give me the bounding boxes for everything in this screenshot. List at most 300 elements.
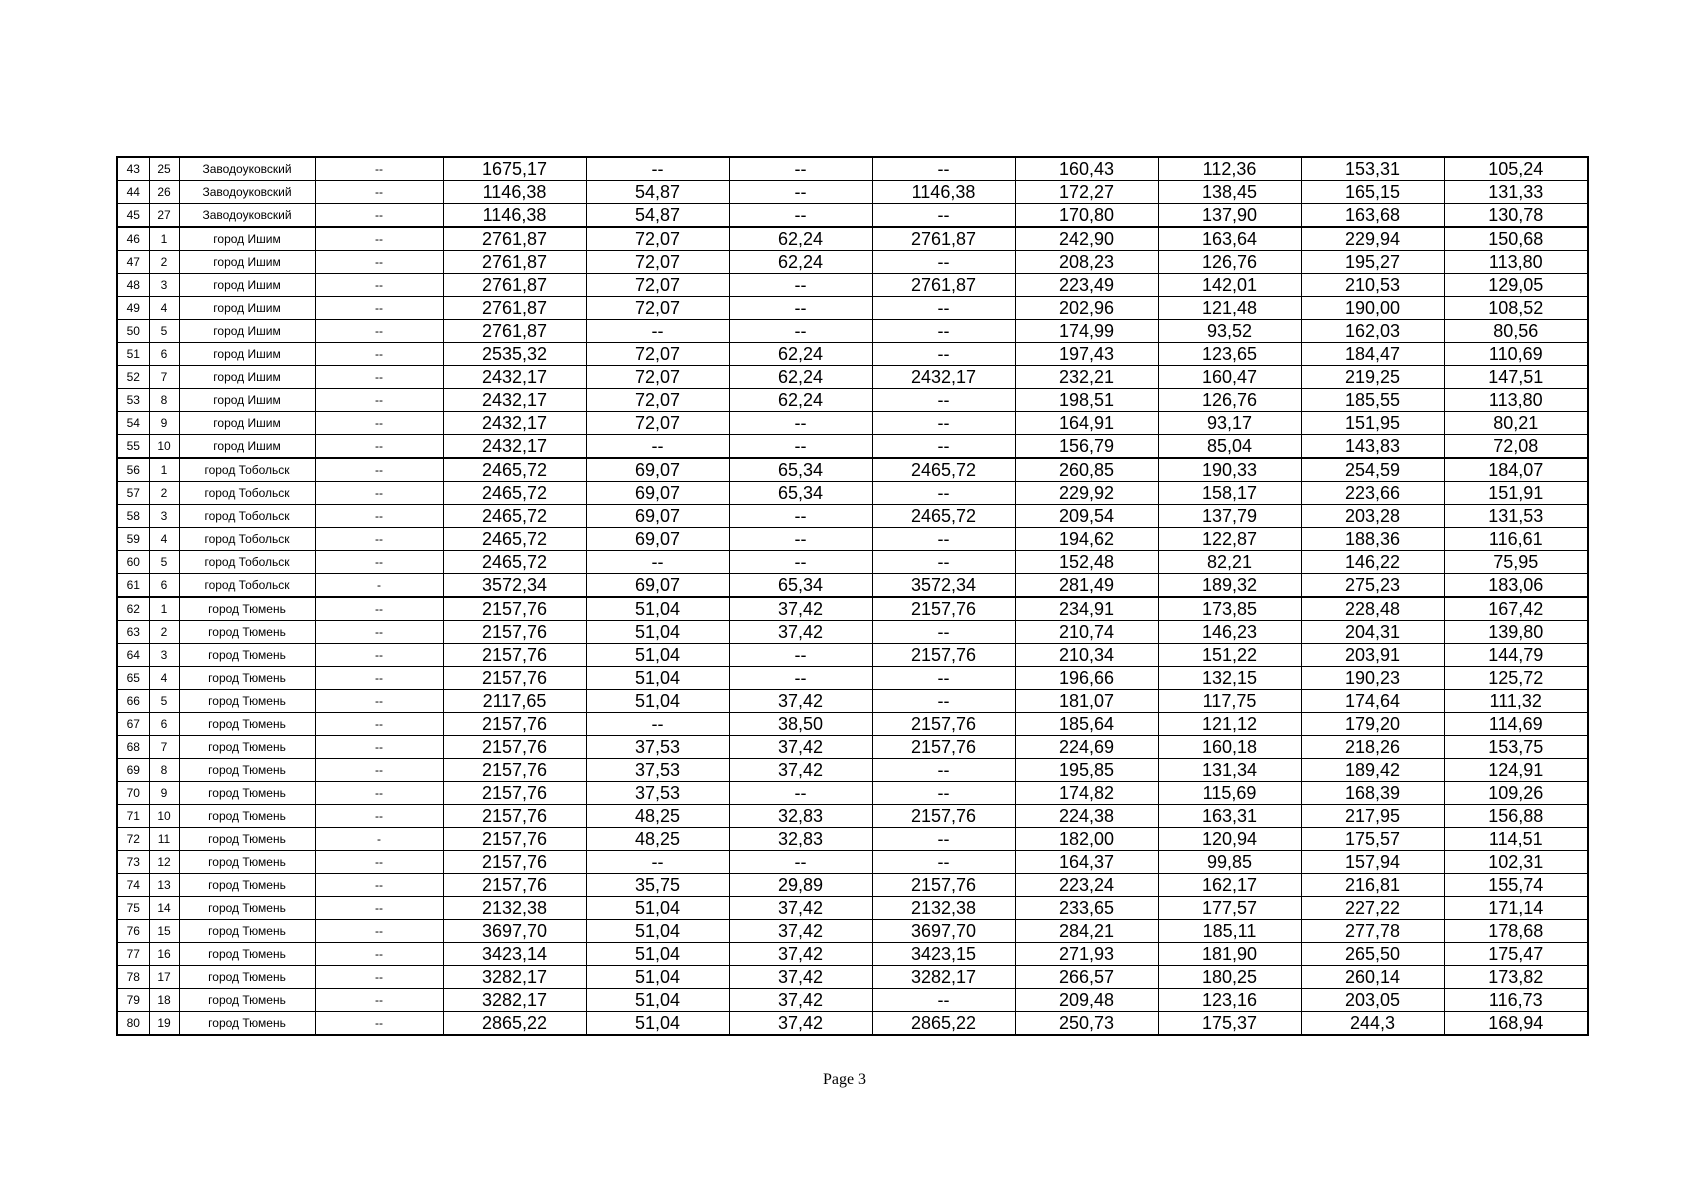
municipality-cell: город Ишим xyxy=(179,297,315,320)
value-cell: 210,74 xyxy=(1015,621,1158,644)
row-number-cell: 63 xyxy=(117,621,149,644)
flag-cell: -- xyxy=(315,874,443,897)
value-cell: -- xyxy=(872,482,1015,505)
value-cell: 185,11 xyxy=(1158,920,1301,943)
value-cell: 188,36 xyxy=(1301,528,1444,551)
value-cell: 175,37 xyxy=(1158,1012,1301,1036)
table-row xyxy=(117,759,1588,782)
flag-cell: -- xyxy=(315,343,443,366)
value-cell: 250,73 xyxy=(1015,1012,1158,1036)
flag-cell: -- xyxy=(315,320,443,343)
table-row xyxy=(117,690,1588,713)
value-cell: 2117,65 xyxy=(443,690,586,713)
municipality-cell: город Тюмень xyxy=(179,828,315,851)
value-cell: 51,04 xyxy=(586,989,729,1012)
value-cell: 164,91 xyxy=(1015,412,1158,435)
flag-cell: -- xyxy=(315,621,443,644)
value-cell: 228,48 xyxy=(1301,597,1444,621)
flag-cell: -- xyxy=(315,251,443,274)
row-number-cell: 74 xyxy=(117,874,149,897)
row-number-cell: 62 xyxy=(117,597,149,621)
value-cell: 51,04 xyxy=(586,597,729,621)
sub-number-cell: 17 xyxy=(149,966,179,989)
value-cell: 51,04 xyxy=(586,897,729,920)
flag-cell: -- xyxy=(315,389,443,412)
value-cell: -- xyxy=(586,551,729,574)
value-cell: 190,23 xyxy=(1301,667,1444,690)
sub-number-cell: 3 xyxy=(149,644,179,667)
sub-number-cell: 7 xyxy=(149,366,179,389)
value-cell: 181,90 xyxy=(1158,943,1301,966)
value-cell: 65,34 xyxy=(729,574,872,598)
flag-cell: -- xyxy=(315,920,443,943)
sub-number-cell: 2 xyxy=(149,251,179,274)
value-cell: 2157,76 xyxy=(872,713,1015,736)
value-cell: 3697,70 xyxy=(443,920,586,943)
flag-cell: -- xyxy=(315,482,443,505)
value-cell: 69,07 xyxy=(586,458,729,482)
value-cell: 173,85 xyxy=(1158,597,1301,621)
value-cell: 162,17 xyxy=(1158,874,1301,897)
value-cell: 179,20 xyxy=(1301,713,1444,736)
value-cell: 113,80 xyxy=(1444,389,1588,412)
value-cell: -- xyxy=(872,782,1015,805)
value-cell: -- xyxy=(729,274,872,297)
value-cell: 195,27 xyxy=(1301,251,1444,274)
value-cell: 2432,17 xyxy=(443,366,586,389)
row-number-cell: 68 xyxy=(117,736,149,759)
value-cell: 113,80 xyxy=(1444,251,1588,274)
value-cell: 37,53 xyxy=(586,782,729,805)
value-cell: -- xyxy=(872,251,1015,274)
value-cell: 156,79 xyxy=(1015,435,1158,459)
table-row xyxy=(117,897,1588,920)
value-cell: 69,07 xyxy=(586,528,729,551)
value-cell: 130,78 xyxy=(1444,204,1588,228)
municipality-cell: город Тюмень xyxy=(179,713,315,736)
value-cell: 2465,72 xyxy=(872,505,1015,528)
sub-number-cell: 9 xyxy=(149,782,179,805)
value-cell: 2761,87 xyxy=(872,274,1015,297)
value-cell: 168,39 xyxy=(1301,782,1444,805)
value-cell: -- xyxy=(729,297,872,320)
municipality-cell: Заводоуковский xyxy=(179,181,315,204)
sub-number-cell: 3 xyxy=(149,505,179,528)
value-cell: 189,32 xyxy=(1158,574,1301,598)
table-row xyxy=(117,943,1588,966)
value-cell: 111,32 xyxy=(1444,690,1588,713)
row-number-cell: 65 xyxy=(117,667,149,690)
value-cell: 72,07 xyxy=(586,227,729,251)
value-cell: 65,34 xyxy=(729,458,872,482)
municipality-cell: город Ишим xyxy=(179,320,315,343)
value-cell: 2157,76 xyxy=(443,759,586,782)
value-cell: -- xyxy=(586,320,729,343)
value-cell: 37,42 xyxy=(729,736,872,759)
value-cell: 157,94 xyxy=(1301,851,1444,874)
municipality-cell: Заводоуковский xyxy=(179,204,315,228)
value-cell: 137,90 xyxy=(1158,204,1301,228)
table-row xyxy=(117,597,1588,621)
value-cell: -- xyxy=(872,551,1015,574)
value-cell: 196,66 xyxy=(1015,667,1158,690)
flag-cell: -- xyxy=(315,782,443,805)
value-cell: -- xyxy=(872,989,1015,1012)
sub-number-cell: 1 xyxy=(149,597,179,621)
row-number-cell: 64 xyxy=(117,644,149,667)
tariff-table xyxy=(116,156,1589,1036)
value-cell: 2465,72 xyxy=(443,482,586,505)
row-number-cell: 79 xyxy=(117,989,149,1012)
value-cell: 153,31 xyxy=(1301,157,1444,181)
sub-number-cell: 10 xyxy=(149,435,179,459)
value-cell: 275,23 xyxy=(1301,574,1444,598)
value-cell: 109,26 xyxy=(1444,782,1588,805)
value-cell: 2465,72 xyxy=(443,458,586,482)
value-cell: -- xyxy=(872,759,1015,782)
table-row xyxy=(117,204,1588,228)
row-number-cell: 76 xyxy=(117,920,149,943)
value-cell: 117,75 xyxy=(1158,690,1301,713)
sub-number-cell: 26 xyxy=(149,181,179,204)
value-cell: 3423,15 xyxy=(872,943,1015,966)
municipality-cell: город Тюмень xyxy=(179,621,315,644)
row-number-cell: 71 xyxy=(117,805,149,828)
value-cell: 216,81 xyxy=(1301,874,1444,897)
value-cell: 37,42 xyxy=(729,759,872,782)
sub-number-cell: 4 xyxy=(149,667,179,690)
value-cell: 3697,70 xyxy=(872,920,1015,943)
value-cell: 227,22 xyxy=(1301,897,1444,920)
value-cell: 72,07 xyxy=(586,389,729,412)
municipality-cell: город Ишим xyxy=(179,251,315,274)
value-cell: 37,42 xyxy=(729,943,872,966)
value-cell: 152,48 xyxy=(1015,551,1158,574)
value-cell: 164,37 xyxy=(1015,851,1158,874)
flag-cell: -- xyxy=(315,943,443,966)
table-row xyxy=(117,644,1588,667)
value-cell: 108,52 xyxy=(1444,297,1588,320)
value-cell: 126,76 xyxy=(1158,251,1301,274)
municipality-cell: город Тюмень xyxy=(179,805,315,828)
row-number-cell: 58 xyxy=(117,505,149,528)
value-cell: 54,87 xyxy=(586,204,729,228)
value-cell: 209,54 xyxy=(1015,505,1158,528)
value-cell: -- xyxy=(729,157,872,181)
sub-number-cell: 4 xyxy=(149,528,179,551)
value-cell: 114,69 xyxy=(1444,713,1588,736)
table-row xyxy=(117,966,1588,989)
value-cell: -- xyxy=(872,528,1015,551)
flag-cell: -- xyxy=(315,528,443,551)
value-cell: 129,05 xyxy=(1444,274,1588,297)
value-cell: 69,07 xyxy=(586,505,729,528)
sub-number-cell: 6 xyxy=(149,343,179,366)
value-cell: 144,79 xyxy=(1444,644,1588,667)
sub-number-cell: 27 xyxy=(149,204,179,228)
value-cell: 163,64 xyxy=(1158,227,1301,251)
value-cell: 32,83 xyxy=(729,828,872,851)
value-cell: 51,04 xyxy=(586,966,729,989)
table-row xyxy=(117,805,1588,828)
municipality-cell: город Тобольск xyxy=(179,505,315,528)
value-cell: 210,34 xyxy=(1015,644,1158,667)
value-cell: -- xyxy=(729,782,872,805)
value-cell: 62,24 xyxy=(729,389,872,412)
value-cell: 51,04 xyxy=(586,621,729,644)
sub-number-cell: 15 xyxy=(149,920,179,943)
value-cell: 112,36 xyxy=(1158,157,1301,181)
value-cell: 189,42 xyxy=(1301,759,1444,782)
value-cell: 48,25 xyxy=(586,828,729,851)
table-row xyxy=(117,828,1588,851)
table-row xyxy=(117,1012,1588,1036)
value-cell: 37,42 xyxy=(729,690,872,713)
value-cell: 271,93 xyxy=(1015,943,1158,966)
value-cell: 160,43 xyxy=(1015,157,1158,181)
row-number-cell: 57 xyxy=(117,482,149,505)
value-cell: 284,21 xyxy=(1015,920,1158,943)
value-cell: 62,24 xyxy=(729,251,872,274)
value-cell: 80,56 xyxy=(1444,320,1588,343)
value-cell: 175,57 xyxy=(1301,828,1444,851)
value-cell: -- xyxy=(872,828,1015,851)
flag-cell: -- xyxy=(315,551,443,574)
flag-cell: -- xyxy=(315,966,443,989)
value-cell: 182,00 xyxy=(1015,828,1158,851)
flag-cell: -- xyxy=(315,274,443,297)
value-cell: 2761,87 xyxy=(443,320,586,343)
value-cell: 2465,72 xyxy=(443,551,586,574)
value-cell: 37,42 xyxy=(729,920,872,943)
value-cell: 2157,76 xyxy=(872,736,1015,759)
sub-number-cell: 5 xyxy=(149,320,179,343)
value-cell: 137,79 xyxy=(1158,505,1301,528)
value-cell: 260,85 xyxy=(1015,458,1158,482)
value-cell: 48,25 xyxy=(586,805,729,828)
sub-number-cell: 10 xyxy=(149,805,179,828)
value-cell: 151,91 xyxy=(1444,482,1588,505)
value-cell: 138,45 xyxy=(1158,181,1301,204)
page-number: Page 3 xyxy=(822,1071,867,1088)
value-cell: -- xyxy=(729,851,872,874)
value-cell: 105,24 xyxy=(1444,157,1588,181)
value-cell: 72,07 xyxy=(586,343,729,366)
value-cell: 69,07 xyxy=(586,482,729,505)
value-cell: 1146,38 xyxy=(443,204,586,228)
flag-cell: -- xyxy=(315,690,443,713)
flag-cell: -- xyxy=(315,597,443,621)
value-cell: -- xyxy=(872,412,1015,435)
value-cell: 75,95 xyxy=(1444,551,1588,574)
value-cell: 2432,17 xyxy=(443,389,586,412)
value-cell: 163,68 xyxy=(1301,204,1444,228)
value-cell: 1146,38 xyxy=(872,181,1015,204)
flag-cell: -- xyxy=(315,759,443,782)
value-cell: 198,51 xyxy=(1015,389,1158,412)
value-cell: 37,42 xyxy=(729,1012,872,1036)
sub-number-cell: 1 xyxy=(149,227,179,251)
value-cell: -- xyxy=(586,851,729,874)
flag-cell: -- xyxy=(315,505,443,528)
flag-cell: - xyxy=(315,828,443,851)
value-cell: 195,85 xyxy=(1015,759,1158,782)
value-cell: 1146,38 xyxy=(443,181,586,204)
value-cell: 110,69 xyxy=(1444,343,1588,366)
value-cell: -- xyxy=(729,204,872,228)
flag-cell: -- xyxy=(315,805,443,828)
municipality-cell: город Тюмень xyxy=(179,989,315,1012)
value-cell: 131,34 xyxy=(1158,759,1301,782)
value-cell: 2157,76 xyxy=(872,874,1015,897)
municipality-cell: город Тюмень xyxy=(179,943,315,966)
value-cell: 69,07 xyxy=(586,574,729,598)
value-cell: 124,91 xyxy=(1444,759,1588,782)
value-cell: -- xyxy=(729,320,872,343)
value-cell: 2865,22 xyxy=(872,1012,1015,1036)
value-cell: 102,31 xyxy=(1444,851,1588,874)
value-cell: 277,78 xyxy=(1301,920,1444,943)
sub-number-cell: 13 xyxy=(149,874,179,897)
value-cell: 229,94 xyxy=(1301,227,1444,251)
table-row xyxy=(117,251,1588,274)
sub-number-cell: 14 xyxy=(149,897,179,920)
table-row xyxy=(117,297,1588,320)
table-row xyxy=(117,713,1588,736)
value-cell: 120,94 xyxy=(1158,828,1301,851)
value-cell: 131,53 xyxy=(1444,505,1588,528)
value-cell: 37,42 xyxy=(729,897,872,920)
value-cell: 2157,76 xyxy=(443,805,586,828)
value-cell: -- xyxy=(729,181,872,204)
value-cell: 2761,87 xyxy=(443,274,586,297)
municipality-cell: город Ишим xyxy=(179,389,315,412)
value-cell: 224,69 xyxy=(1015,736,1158,759)
table-row xyxy=(117,181,1588,204)
sub-number-cell: 8 xyxy=(149,759,179,782)
table-row xyxy=(117,458,1588,482)
value-cell: 162,03 xyxy=(1301,320,1444,343)
value-cell: 2535,32 xyxy=(443,343,586,366)
value-cell: 217,95 xyxy=(1301,805,1444,828)
value-cell: 1675,17 xyxy=(443,157,586,181)
row-number-cell: 60 xyxy=(117,551,149,574)
table-row xyxy=(117,574,1588,598)
municipality-cell: город Ишим xyxy=(179,343,315,366)
value-cell: 203,28 xyxy=(1301,505,1444,528)
value-cell: 3282,17 xyxy=(443,966,586,989)
table-row xyxy=(117,989,1588,1012)
value-cell: -- xyxy=(729,667,872,690)
value-cell: 72,07 xyxy=(586,366,729,389)
value-cell: 194,62 xyxy=(1015,528,1158,551)
value-cell: -- xyxy=(872,621,1015,644)
sub-number-cell: 16 xyxy=(149,943,179,966)
sub-number-cell: 12 xyxy=(149,851,179,874)
sub-number-cell: 8 xyxy=(149,389,179,412)
value-cell: 32,83 xyxy=(729,805,872,828)
row-number-cell: 43 xyxy=(117,157,149,181)
value-cell: 72,07 xyxy=(586,297,729,320)
value-cell: 72,07 xyxy=(586,274,729,297)
value-cell: 265,50 xyxy=(1301,943,1444,966)
value-cell: 155,74 xyxy=(1444,874,1588,897)
municipality-cell: город Тюмень xyxy=(179,644,315,667)
row-number-cell: 55 xyxy=(117,435,149,459)
value-cell: 3282,17 xyxy=(872,966,1015,989)
sub-number-cell: 5 xyxy=(149,551,179,574)
flag-cell: -- xyxy=(315,851,443,874)
value-cell: -- xyxy=(872,204,1015,228)
value-cell: 234,91 xyxy=(1015,597,1158,621)
value-cell: 125,72 xyxy=(1444,667,1588,690)
value-cell: 197,43 xyxy=(1015,343,1158,366)
sub-number-cell: 6 xyxy=(149,713,179,736)
flag-cell: -- xyxy=(315,644,443,667)
value-cell: 2157,76 xyxy=(872,644,1015,667)
value-cell: 153,75 xyxy=(1444,736,1588,759)
value-cell: 37,42 xyxy=(729,621,872,644)
municipality-cell: город Тюмень xyxy=(179,897,315,920)
value-cell: 202,96 xyxy=(1015,297,1158,320)
value-cell: 165,15 xyxy=(1301,181,1444,204)
flag-cell: -- xyxy=(315,204,443,228)
value-cell: 3282,17 xyxy=(443,989,586,1012)
flag-cell: -- xyxy=(315,736,443,759)
municipality-cell: город Тюмень xyxy=(179,690,315,713)
value-cell: 37,42 xyxy=(729,989,872,1012)
value-cell: 2157,76 xyxy=(443,874,586,897)
value-cell: 178,68 xyxy=(1444,920,1588,943)
value-cell: 183,06 xyxy=(1444,574,1588,598)
value-cell: 62,24 xyxy=(729,227,872,251)
municipality-cell: город Тобольск xyxy=(179,482,315,505)
value-cell: 2157,76 xyxy=(443,597,586,621)
row-number-cell: 54 xyxy=(117,412,149,435)
value-cell: 219,25 xyxy=(1301,366,1444,389)
sub-number-cell: 4 xyxy=(149,297,179,320)
value-cell: 223,66 xyxy=(1301,482,1444,505)
value-cell: 121,48 xyxy=(1158,297,1301,320)
value-cell: 38,50 xyxy=(729,713,872,736)
value-cell: 266,57 xyxy=(1015,966,1158,989)
row-number-cell: 50 xyxy=(117,320,149,343)
table-row xyxy=(117,157,1588,181)
value-cell: 2157,76 xyxy=(443,621,586,644)
value-cell: 2432,17 xyxy=(872,366,1015,389)
municipality-cell: город Ишим xyxy=(179,366,315,389)
table-row xyxy=(117,920,1588,943)
table-row xyxy=(117,874,1588,897)
table-row xyxy=(117,274,1588,297)
flag-cell: -- xyxy=(315,435,443,459)
value-cell: 208,23 xyxy=(1015,251,1158,274)
value-cell: 185,64 xyxy=(1015,713,1158,736)
value-cell: 147,51 xyxy=(1444,366,1588,389)
municipality-cell: город Тобольск xyxy=(179,551,315,574)
table-row xyxy=(117,505,1588,528)
value-cell: 181,07 xyxy=(1015,690,1158,713)
sub-number-cell: 1 xyxy=(149,458,179,482)
value-cell: 2761,87 xyxy=(872,227,1015,251)
value-cell: 37,42 xyxy=(729,966,872,989)
row-number-cell: 46 xyxy=(117,227,149,251)
value-cell: 123,16 xyxy=(1158,989,1301,1012)
value-cell: 131,33 xyxy=(1444,181,1588,204)
value-cell: 82,21 xyxy=(1158,551,1301,574)
value-cell: 242,90 xyxy=(1015,227,1158,251)
value-cell: 160,47 xyxy=(1158,366,1301,389)
